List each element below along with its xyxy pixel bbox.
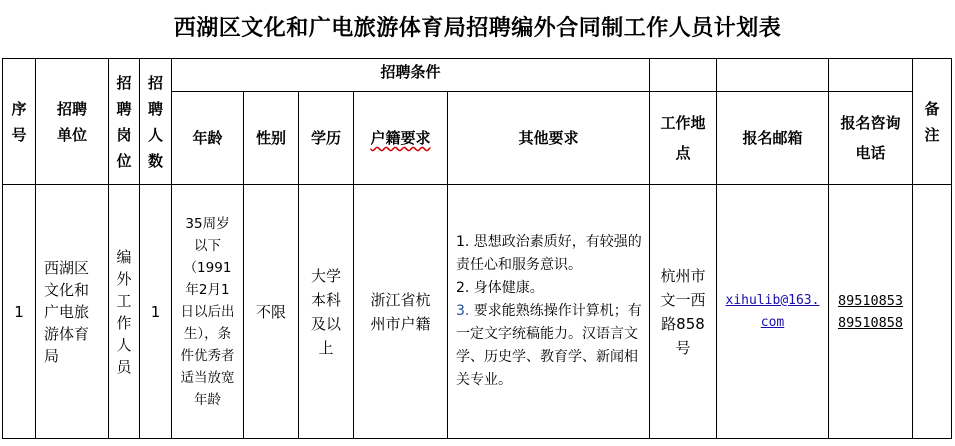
email-link[interactable]: xihulib@163.com — [725, 292, 820, 330]
cell-hukou: 浙江省杭州市户籍 — [354, 185, 448, 439]
cell-age: 35周岁以下（1991年2月1日以后出生），条件优秀者适当放宽年龄 — [172, 185, 244, 439]
header-hukou: 户籍要求 — [354, 92, 448, 185]
header-conditions: 招聘条件 — [172, 59, 650, 92]
other-item-2: 2. 身体健康。 — [456, 280, 544, 296]
phone-number-1: 89510853 — [837, 292, 904, 309]
header-email: 报名邮箱 — [717, 92, 829, 185]
header-other: 其他要求 — [448, 92, 650, 185]
cell-location: 杭州市文一西路858号 — [650, 185, 717, 439]
cell-education: 大学本科及以上 — [299, 185, 354, 439]
header-gender: 性别 — [244, 92, 299, 185]
cell-count: 1 — [140, 185, 172, 439]
header-age: 年龄 — [172, 92, 244, 185]
cell-email — [717, 185, 829, 439]
cell-unit: 西湖区文化和广电旅游体育局 — [36, 185, 109, 439]
header-location: 工作地点 — [650, 92, 717, 185]
header-education: 学历 — [299, 92, 354, 185]
cell-position: 编外工作人员 — [109, 185, 140, 439]
header-remark: 备注 — [913, 59, 952, 185]
cell-remark — [913, 185, 952, 439]
header-phone: 报名咨询电话 — [829, 92, 913, 185]
other-item-1: 1. 思想政治素质好，有较强的责任心和服务意识。 — [456, 234, 642, 273]
table-row — [3, 185, 952, 439]
cell-other-requirements — [448, 185, 650, 439]
header-seq: 序号 — [3, 59, 36, 185]
cell-gender: 不限 — [244, 185, 299, 439]
page-title: 西湖区文化和广电旅游体育局招聘编外合同制工作人员计划表 — [173, 16, 782, 41]
header-row-1 — [3, 59, 952, 92]
other-item-3: 3. 要求能熟练操作计算机；有一定文字统稿能力。汉语言文学、历史学、教育学、新闻相关专业。 — [456, 303, 642, 388]
cell-phone — [829, 185, 913, 439]
phone-number-2: 89510858 — [837, 314, 904, 331]
header-unit: 招聘单位 — [36, 59, 109, 185]
header-blank-phone — [829, 59, 913, 92]
recruitment-plan-table — [2, 58, 952, 439]
header-position: 招聘岗位 — [109, 59, 140, 185]
header-blank-location — [650, 59, 717, 92]
header-count: 招聘人数 — [140, 59, 172, 185]
header-blank-email — [717, 59, 829, 92]
cell-seq: 1 — [3, 185, 36, 439]
